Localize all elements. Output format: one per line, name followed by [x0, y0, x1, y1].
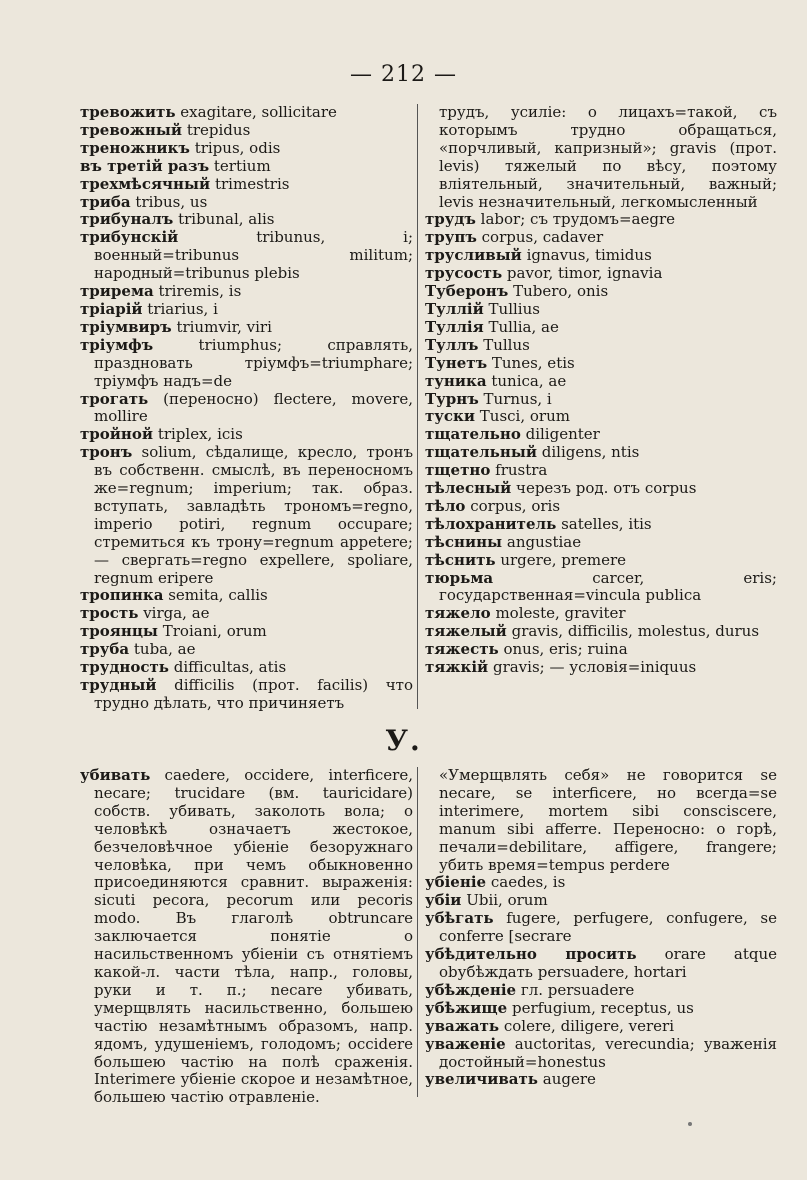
entry-definition: gravis; — условія=iniquus — [492, 658, 697, 677]
dictionary-entry — [425, 874, 777, 892]
dictionary-entry — [425, 462, 777, 480]
dictionary-entry — [80, 301, 413, 319]
entry-definition: urgere, premere — [500, 550, 627, 569]
dictionary-entry — [80, 140, 413, 158]
entry-headword: Туберонъ — [425, 282, 509, 301]
dictionary-entry — [425, 570, 777, 606]
dictionary-entry — [80, 122, 413, 140]
entry-definition: augere — [542, 1070, 596, 1089]
dictionary-entry — [425, 265, 777, 283]
dictionary-entry — [425, 534, 777, 552]
dictionary-entry — [425, 104, 777, 211]
dictionary-entry — [80, 391, 413, 427]
entry-definition: Tullius — [488, 299, 540, 318]
entry-headword: Туллъ — [425, 335, 479, 354]
dictionary-entry — [425, 946, 777, 982]
entry-definition: triplex, icis — [157, 425, 243, 444]
entry-definition: tunica, ae — [491, 371, 567, 390]
entry-definition: difficultas, atis — [173, 658, 287, 677]
entry-definition: colere, diligere, vereri — [503, 1016, 674, 1035]
entry-headword: трудъ — [425, 210, 476, 229]
entry-definition: corpus, oris — [470, 496, 561, 515]
entry-headword: убіи — [425, 891, 462, 910]
dictionary-entry — [425, 319, 777, 337]
entry-definition: Ubii, orum — [466, 891, 548, 910]
entry-definition: satelles, itis — [561, 514, 652, 533]
entry-definition: трудъ, усиліе: о лицахъ=такой, съ которымъ трудно обращаться, «порчливый, капризный»; gravis (прот. levis) тяжелый по вѣсу, поэтому вліятельный, значительный, важный; levis незначительный, легкомысленный — [439, 103, 777, 211]
entry-headword: Турнъ — [425, 389, 479, 408]
entry-headword: тропинка — [80, 586, 164, 605]
entry-definition: perfugium, receptus, us — [511, 998, 694, 1017]
entry-definition: corpus, cadaver — [481, 228, 604, 247]
entry-headword: тѣло — [425, 496, 466, 515]
entry-headword: тѣснины — [425, 532, 503, 551]
entry-headword: трость — [80, 604, 139, 623]
entry-headword: убивать — [80, 766, 151, 784]
entry-definition: caedes, is — [490, 873, 566, 892]
entry-definition: triumvir, viri — [176, 317, 272, 336]
dictionary-entry — [425, 641, 777, 659]
dictionary-entry — [425, 1071, 777, 1089]
dictionary-entry — [80, 605, 413, 623]
dictionary-entry — [425, 659, 777, 677]
entry-headword: триба — [80, 192, 131, 211]
dictionary-entry — [425, 301, 777, 319]
entry-headword: тѣлесный — [425, 479, 512, 498]
dictionary-entry — [425, 408, 777, 426]
entry-headword: уваженіе — [425, 1034, 506, 1053]
entry-headword: убѣжище — [425, 998, 508, 1017]
dictionary-entry — [80, 211, 413, 229]
entry-definition: ignavus, timidus — [526, 246, 652, 265]
dictionary-entry — [80, 659, 413, 677]
entry-headword: въ третій разъ — [80, 156, 210, 175]
entry-headword: убѣдительно просить — [425, 945, 637, 964]
entry-definition: Tusci, orum — [479, 407, 570, 426]
entry-definition: trimestris — [214, 174, 290, 193]
entry-definition: Troiani, orum — [162, 622, 267, 641]
entry-definition: гл. persuadere — [520, 980, 635, 999]
column-divider-bottom — [417, 767, 418, 1097]
entry-headword: тріумфъ — [80, 335, 154, 354]
entry-definition: gravis, difficilis, molestus, durus — [511, 622, 760, 641]
entry-headword: трудный — [80, 676, 157, 694]
entry-definition: Turnus, i — [483, 389, 552, 408]
entry-headword: убѣгать — [425, 909, 494, 928]
entry-headword: тщательно — [425, 425, 521, 444]
entry-definition: «Умерщвлять себя» не говорится se necare, se interficere, но всегда=se interimere, mortem sibi consciscere, manum sibi afferre. Переносно: о горѣ, печали=debilitare, affigere, frangere; убить время=tempus perdere — [439, 766, 777, 874]
entry-headword: тщательный — [425, 443, 537, 462]
entry-definition: tribunus, i; военный=tribunus militum; народный=tribunus plebis — [94, 228, 413, 283]
dictionary-entry — [425, 337, 777, 355]
entry-definition: auctoritas, verecundia; уваженія достойный=honestus — [439, 1034, 777, 1071]
entry-headword: тріумвиръ — [80, 317, 172, 336]
dictionary-entry — [80, 104, 413, 122]
entry-definition: (переносно) flectere, movere, mollire — [94, 389, 413, 426]
entry-headword: туника — [425, 371, 487, 390]
entry-definition: frustra — [495, 461, 548, 480]
entry-headword: тѣснить — [425, 550, 496, 569]
entry-definition: semita, callis — [168, 586, 268, 605]
entry-headword: увеличивать — [425, 1070, 538, 1089]
dictionary-entry — [80, 623, 413, 641]
entry-headword: трусливый — [425, 246, 522, 265]
entry-headword: треножникъ — [80, 138, 190, 157]
dictionary-entry — [80, 767, 413, 1107]
entry-headword: убѣжденіе — [425, 980, 517, 999]
entry-headword: Туллія — [425, 317, 484, 336]
entry-definition: exagitare, sollicitare — [180, 103, 337, 121]
entry-headword: тронъ — [80, 443, 133, 462]
entry-definition: orare atque obубѣждать persuadere, hortari — [439, 945, 777, 981]
entry-definition: tribus, us — [135, 192, 208, 211]
print-speck — [688, 1122, 692, 1126]
entry-headword: труба — [80, 640, 130, 659]
entry-definition: triumphus; справлять, праздновать тріумфъ=triumphare; тріумфъ надъ=de — [94, 335, 413, 390]
entry-headword: уважать — [425, 1016, 500, 1035]
dictionary-entry — [425, 355, 777, 373]
entry-headword: тщетно — [425, 461, 491, 480]
entry-definition: tertium — [213, 156, 271, 175]
dictionary-entry — [80, 444, 413, 587]
dictionary-entry — [80, 337, 413, 391]
entry-definition: virga, ae — [143, 604, 210, 623]
dictionary-entry — [80, 641, 413, 659]
entry-headword: Тунетъ — [425, 353, 488, 372]
entry-definition: tripus, odis — [194, 138, 281, 157]
dictionary-entry — [80, 283, 413, 301]
entry-headword: трудность — [80, 658, 169, 677]
dictionary-entry — [425, 910, 777, 946]
left-column-bottom — [80, 767, 413, 1107]
entry-definition: pavor, timor, ignavia — [506, 264, 663, 283]
dictionary-entry — [425, 391, 777, 409]
dictionary-entry — [425, 498, 777, 516]
entry-definition: labor; съ трудомъ=aegre — [480, 210, 675, 229]
dictionary-entry — [425, 892, 777, 910]
entry-definition: angustiae — [506, 532, 582, 551]
section-letter: У. — [385, 724, 422, 757]
entry-definition: caedere, occidere, interficere, necare; trucidare (вм. tauricidare) собств. убивать, заколоть вола; о человѣкѣ означаетъ жестокое, безчеловѣчное убіеніе безоружнаго человѣка, при чемъ обыкновенно присоединяются сравнит. выраженія: sicuti pecora, pecorum или pecoris modo. Въ глаголѣ obtruncare заключается понятіе о насильственномъ убіеніи съ отнятіемъ какой-л. части тѣла, напр., головы, руки и т. п.; necare убивать, умерщвлять насильственно, большею частію незамѣтнымъ образомъ, напр. ядомъ, удушеніемъ, голодомъ; occidere большею частію на полѣ сраженія. Interimere убіеніе скорое и незамѣтное, большею частію отравленіе. — [94, 766, 413, 1107]
dictionary-entry — [425, 605, 777, 623]
entry-headword: тріарій — [80, 299, 143, 318]
entry-definition: moleste, graviter — [495, 604, 626, 623]
dictionary-entry — [425, 229, 777, 247]
right-column-bottom — [425, 767, 777, 1089]
entry-headword: туски — [425, 407, 475, 426]
entry-definition: Tullus — [483, 335, 530, 354]
dictionary-entry — [80, 319, 413, 337]
entry-headword: трусость — [425, 264, 503, 283]
entry-headword: убіеніе — [425, 873, 487, 892]
entry-headword: тревожный — [80, 120, 183, 139]
entry-headword: Туллій — [425, 299, 484, 318]
entry-headword: тяжкій — [425, 658, 489, 677]
entry-headword: троянцы — [80, 622, 158, 641]
dictionary-entry — [425, 623, 777, 641]
column-divider-top — [417, 104, 418, 709]
entry-definition: Tubero, onis — [513, 282, 609, 301]
entry-definition: fugere, perfugere, confugere, se conferre [secrare — [439, 909, 777, 946]
entry-headword: трибуналъ — [80, 210, 174, 229]
entry-headword: тюрьма — [425, 568, 494, 587]
entry-definition: tuba, ae — [133, 640, 196, 659]
dictionary-entry — [425, 444, 777, 462]
entry-headword: трирема — [80, 282, 154, 301]
entry-headword: трогать — [80, 389, 149, 408]
page-number: — 212 — — [350, 62, 457, 87]
dictionary-entry — [425, 211, 777, 229]
entry-definition: triarius, i — [147, 299, 218, 318]
dictionary-entry — [80, 677, 413, 713]
dictionary-entry — [425, 516, 777, 534]
entry-headword: тройной — [80, 425, 154, 444]
entry-definition: diligens, ntis — [541, 443, 640, 462]
entry-definition: difficilis (прот. facilis) что трудно дѣлать, что причиняетъ — [94, 676, 413, 712]
dictionary-entry — [425, 1000, 777, 1018]
dictionary-entry — [425, 767, 777, 874]
dictionary-entry — [80, 426, 413, 444]
entry-headword: трупъ — [425, 228, 477, 247]
entry-definition: Tunes, etis — [491, 353, 575, 372]
entry-headword: тяжесть — [425, 640, 499, 659]
dictionary-entry — [80, 194, 413, 212]
dictionary-entry — [425, 552, 777, 570]
entry-definition: Tullia, ae — [488, 317, 559, 336]
entry-definition: carcer, eris; государственная=vincula publica — [439, 568, 777, 605]
dictionary-entry — [425, 426, 777, 444]
entry-definition: triremis, is — [158, 282, 242, 301]
dictionary-entry — [425, 480, 777, 498]
dictionary-entry — [425, 982, 777, 1000]
entry-definition: черезъ род. отъ corpus — [516, 479, 697, 498]
dictionary-entry — [80, 229, 413, 283]
entry-definition: solium, сѣдалище, кресло, тронъ въ собственн. смыслѣ, въ переносномъ же=regnum; imperium; так. образ. вступать, завладѣть трономъ=regno, imperio potiri, regnum occupare; стремиться къ трону=regnum appetere; — свергать=regno expellere, spoliare, regnum eripere — [94, 443, 413, 587]
dictionary-entry — [425, 373, 777, 391]
entry-headword: тревожить — [80, 103, 176, 121]
dictionary-entry — [425, 283, 777, 301]
entry-headword: тяжело — [425, 604, 491, 623]
dictionary-entry — [425, 1036, 777, 1072]
entry-definition: onus, eris; ruina — [503, 640, 628, 659]
dictionary-entry — [80, 587, 413, 605]
entry-definition: tribunal, alis — [178, 210, 275, 229]
dictionary-entry — [80, 176, 413, 194]
entry-headword: трибунскій — [80, 228, 179, 247]
dictionary-entry — [425, 247, 777, 265]
dictionary-entry — [80, 158, 413, 176]
entry-headword: трехмѣсячный — [80, 174, 211, 193]
entry-definition: diligenter — [525, 425, 600, 444]
left-column-top — [80, 104, 413, 713]
entry-headword: тяжелый — [425, 622, 507, 641]
right-column-top — [425, 104, 777, 677]
entry-headword: тѣлохранитель — [425, 514, 557, 533]
entry-definition: trepidus — [186, 120, 251, 139]
dictionary-entry — [425, 1018, 777, 1036]
